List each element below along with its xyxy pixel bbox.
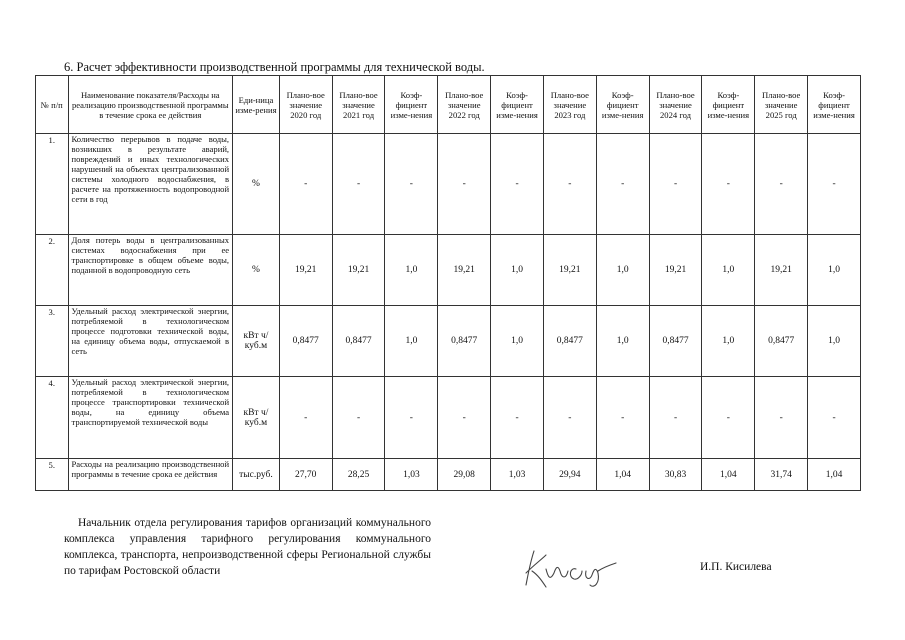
col-header-coef-2024: Коэф-фициент изме-нения xyxy=(702,76,755,134)
cell-value: - xyxy=(385,134,438,235)
col-header-coef-2021: Коэф-фициент изме-нения xyxy=(385,76,438,134)
cell-value: - xyxy=(491,377,544,459)
cell-value: 1,04 xyxy=(808,459,861,491)
cell-value: 1,0 xyxy=(808,235,861,306)
col-header-plan-2023: Плано-вое значение 2023 год xyxy=(543,76,596,134)
cell-value: 30,83 xyxy=(649,459,702,491)
cell-value: - xyxy=(332,377,385,459)
cell-value: 19,21 xyxy=(438,235,491,306)
row-indicator-name: Количество перерывов в подаче воды, возникших в результате аварий, повреждений и иных технологических нарушений на объектах централизованной системы холодного водоснабжения, в расчете на протяженность водопроводной сети в год xyxy=(68,134,233,235)
cell-value: 1,03 xyxy=(385,459,438,491)
handwritten-signature xyxy=(520,543,620,588)
table-row xyxy=(36,235,861,306)
row-unit: % xyxy=(233,235,280,306)
row-indicator-name: Удельный расход электрической энергии, потребляемой в технологическом процессе подготовки технической воды, на единицу объема воды, отпускаемой в сеть xyxy=(68,306,233,377)
row-unit: тыс.руб. xyxy=(233,459,280,491)
cell-value: - xyxy=(596,377,649,459)
col-header-plan-2025: Плано-вое значение 2025 год xyxy=(755,76,808,134)
cell-value: 1,0 xyxy=(385,235,438,306)
cell-value: - xyxy=(596,134,649,235)
col-header-no: № п/п xyxy=(36,76,69,134)
cell-value: 0,8477 xyxy=(332,306,385,377)
section-heading: 6. Расчет эффективности производственной программы для технической воды. xyxy=(64,60,485,74)
cell-value: 0,8477 xyxy=(543,306,596,377)
col-header-plan-2024: Плано-вое значение 2024 год xyxy=(649,76,702,134)
cell-value: - xyxy=(755,377,808,459)
cell-value: - xyxy=(808,134,861,235)
cell-value: - xyxy=(543,377,596,459)
cell-value: 1,0 xyxy=(596,235,649,306)
cell-value: 1,0 xyxy=(596,306,649,377)
cell-value: - xyxy=(808,377,861,459)
table-row xyxy=(36,377,861,459)
cell-value: 1,0 xyxy=(491,235,544,306)
cell-value: 1,03 xyxy=(491,459,544,491)
table-row xyxy=(36,134,861,235)
cell-value: 1,04 xyxy=(596,459,649,491)
row-unit: % xyxy=(233,134,280,235)
table-row xyxy=(36,306,861,377)
row-number: 4. xyxy=(36,377,69,459)
cell-value: - xyxy=(702,134,755,235)
cell-value: - xyxy=(491,134,544,235)
cell-value: 0,8477 xyxy=(649,306,702,377)
table-header-row xyxy=(36,76,861,134)
efficiency-table xyxy=(35,75,861,491)
cell-value: 0,8477 xyxy=(755,306,808,377)
cell-value: - xyxy=(279,134,332,235)
col-header-coef-2023: Коэф-фициент изме-нения xyxy=(596,76,649,134)
cell-value: 27,70 xyxy=(279,459,332,491)
cell-value: 19,21 xyxy=(543,235,596,306)
row-unit: кВт ч/куб.м xyxy=(233,306,280,377)
cell-value: 29,94 xyxy=(543,459,596,491)
row-unit: кВт ч/куб.м xyxy=(233,377,280,459)
row-number: 3. xyxy=(36,306,69,377)
col-header-plan-2022: Плано-вое значение 2022 год xyxy=(438,76,491,134)
cell-value: 1,0 xyxy=(385,306,438,377)
cell-value: 0,8477 xyxy=(438,306,491,377)
col-header-name: Наименование показателя/Расходы на реализацию производственной программы в течение срока ее действия xyxy=(68,76,233,134)
row-indicator-name: Расходы на реализацию производственной программы в течение срока ее действия xyxy=(68,459,233,491)
col-header-coef-2025: Коэф-фициент изме-нения xyxy=(808,76,861,134)
signer-name: И.П. Кисилева xyxy=(700,561,772,573)
cell-value: - xyxy=(332,134,385,235)
cell-value: 1,0 xyxy=(702,306,755,377)
cell-value: - xyxy=(755,134,808,235)
cell-value: 29,08 xyxy=(438,459,491,491)
cell-value: - xyxy=(649,377,702,459)
row-number: 2. xyxy=(36,235,69,306)
col-header-coef-2022: Коэф-фициент изме-нения xyxy=(491,76,544,134)
col-header-unit: Еди-ница изме-рения xyxy=(233,76,280,134)
row-number: 5. xyxy=(36,459,69,491)
cell-value: - xyxy=(279,377,332,459)
cell-value: - xyxy=(702,377,755,459)
col-header-plan-2020: Плано-вое значение 2020 год xyxy=(279,76,332,134)
row-indicator-name: Доля потерь воды в централизованных системах водоснабжения при ее транспортировке в общем объеме воды, поданной в водопроводную сеть xyxy=(68,235,233,306)
cell-value: 0,8477 xyxy=(279,306,332,377)
row-number: 1. xyxy=(36,134,69,235)
signatory-position: Начальник отдела регулирования тарифов организаций коммунального комплекса управления тарифного регулирования коммунального комплекса, транспорта, непроизводственной сферы Региональной службы по тарифам Ростовской области xyxy=(64,517,431,577)
cell-value: - xyxy=(543,134,596,235)
table-row xyxy=(36,459,861,491)
cell-value: 31,74 xyxy=(755,459,808,491)
cell-value: - xyxy=(649,134,702,235)
cell-value: 19,21 xyxy=(649,235,702,306)
cell-value: 1,0 xyxy=(491,306,544,377)
cell-value: 19,21 xyxy=(279,235,332,306)
cell-value: 1,0 xyxy=(702,235,755,306)
cell-value: - xyxy=(438,377,491,459)
cell-value: 19,21 xyxy=(332,235,385,306)
row-indicator-name: Удельный расход электрической энергии, потребляемой в технологическом процессе транспортировки технической воды, на единицу объема транспортируемой технической воды xyxy=(68,377,233,459)
cell-value: - xyxy=(438,134,491,235)
cell-value: 1,04 xyxy=(702,459,755,491)
col-header-plan-2021: Плано-вое значение 2021 год xyxy=(332,76,385,134)
cell-value: - xyxy=(385,377,438,459)
cell-value: 1,0 xyxy=(808,306,861,377)
cell-value: 19,21 xyxy=(755,235,808,306)
cell-value: 28,25 xyxy=(332,459,385,491)
